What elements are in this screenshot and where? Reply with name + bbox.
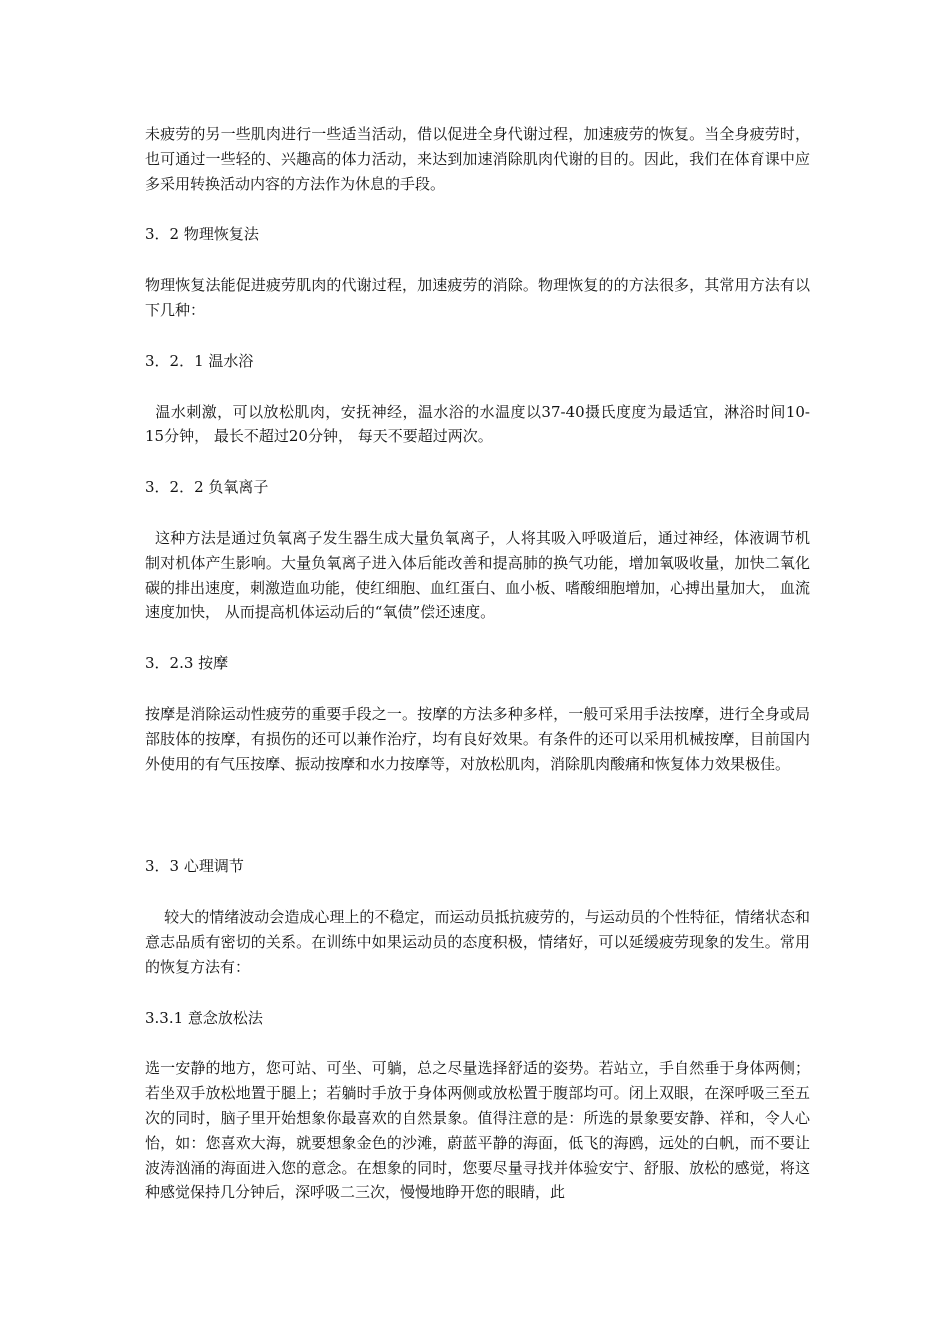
spacer — [145, 776, 810, 854]
spacer — [145, 196, 810, 222]
spacer — [145, 500, 810, 526]
paragraph-warm-bath: 温水刺激，可以放松肌肉，安抚神经，温水浴的水温度以37-40摄氏度度为最适宜，淋浴时间10-15分钟， 最长不超过20分钟， 每天不要超过两次。 — [145, 402, 810, 446]
paragraph-psychological: 较大的情绪波动会造成心理上的不稳定，而运动员抵抗疲劳的，与运动员的个性特征，情绪状态和意志品质有密切的关系。在训练中如果运动员的态度积极，情绪好，可以延缓疲劳现象的发生。常用的恢复方法有： — [145, 908, 810, 976]
spacer — [145, 625, 810, 651]
heading-3-2-3: 3．2.3 按摩 — [145, 654, 229, 673]
spacer — [145, 323, 810, 349]
heading-3-3-1: 3.3.1 意念放松法 — [145, 1008, 263, 1027]
spacer — [145, 1030, 810, 1056]
spacer — [145, 676, 810, 702]
paragraph-massage: 按摩是消除运动性疲劳的重要手段之一。按摩的方法多种多样，一般可采用手法按摩，进行全身或局部肢体的按摩，有损伤的还可以兼作治疗，均有良好效果。有条件的还可以采用机械按摩，目前国内外使用的有气压按摩、振动按摩和水力按摩等，对放松肌肉，消除肌肉酸痛和恢复体力效果极佳。 — [145, 704, 810, 773]
spacer — [145, 247, 810, 273]
paragraph-rest-activity: 未疲劳的另一些肌肉进行一些适当活动，借以促进全身代谢过程，加速疲劳的恢复。当全身疲劳时，也可通过一些轻的、兴趣高的体力活动，来达到加速消除肌肉代谢的目的。因此，我们在体育课中应多采用转换活动内容的方法作为休息的手段。 — [145, 125, 810, 193]
spacer — [145, 980, 810, 1006]
paragraph-physical-recovery: 物理恢复法能促进疲劳肌肉的代谢过程，加速疲劳的消除。物理恢复的的方法很多，其常用方法有以下几种： — [145, 276, 810, 319]
heading-3-2-2: 3．2．2 负氧离子 — [145, 478, 269, 497]
heading-3-3: 3．3 心理调节 — [145, 857, 244, 876]
spacer — [145, 449, 810, 475]
spacer — [145, 879, 810, 905]
heading-3-2-1: 3．2．1 温水浴 — [145, 351, 254, 370]
paragraph-visualization: 选一安静的地方，您可站、可坐、可躺，总之尽量选择舒适的姿势。若站立，手自然垂于身体两侧；若坐双手放松地置于腿上；若躺时手放于身体两侧或放松置于腹部均可。闭上双眼，在深呼吸三至五次的同时，脑子里开始想象你最喜欢的自然景象。值得注意的是：所选的景象要安静、祥和，令人心怡，如：您喜欢大海，就要想象金色的沙滩，蔚蓝平静的海面，低飞的海鸥，远处的白帆，而不要让波涛汹涌的海面进入您的意念。在想象的同时，您要尽量寻找并体验安宁、舒服、放松的感觉，将这种感觉保持几分钟后，深呼吸二三次，慢慢地睁开您的眼睛，此 — [145, 1059, 810, 1202]
heading-3-2: 3．2 物理恢复法 — [145, 225, 259, 244]
paragraph-negative-ions: 这种方法是通过负氧离子发生器生成大量负氧离子，人将其吸入呼吸道后，通过神经，体液调节机制对机体产生影响。大量负氧离子进入体后能改善和提高肺的换气功能，增加氧吸收量，加快二氧化碳的排出速度，刺激造血功能，使红细胞、血红蛋白、血小板、嗜酸细胞增加，心搏出量加大， 血流速度加快， 从而提高机体运动后的“氧债”偿还速度。 — [145, 528, 810, 622]
spacer — [145, 374, 810, 400]
document-page — [145, 122, 810, 1205]
